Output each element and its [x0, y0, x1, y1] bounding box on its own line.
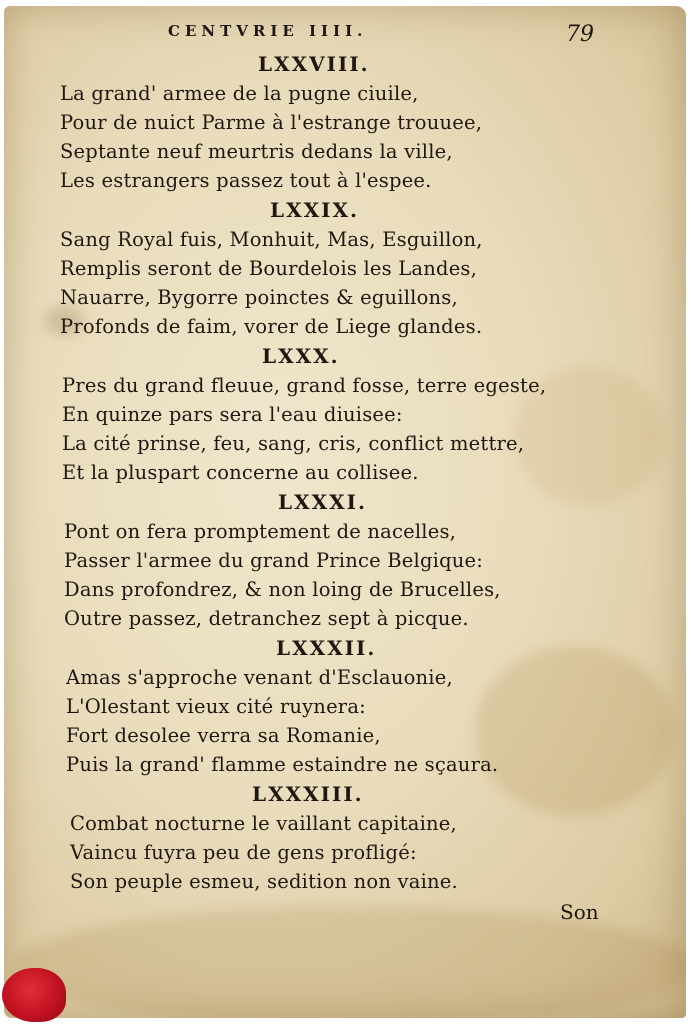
quatrain-number: LXXX. [262, 344, 340, 368]
verse-line: Sang Royal fuis, Monhuit, Mas, Esguillon, [60, 228, 483, 251]
verse-line: Combat nocturne le vaillant capitaine, [70, 812, 457, 835]
verse-line: Amas s'approche venant d'Esclauonie, [66, 666, 453, 689]
verse-line: Septante neuf meurtris dedans la ville, [60, 140, 453, 163]
verse-line: Pour de nuict Parme à l'estrange trouuee, [60, 111, 483, 134]
verse-line: Puis la grand' flamme estaindre ne sçaura. [66, 753, 499, 776]
verse-line: L'Olestant vieux cité ruynera: [66, 695, 366, 718]
quatrain-number: LXXIX. [270, 198, 359, 222]
verse-line: La cité prinse, feu, sang, cris, conflict mettre, [62, 432, 525, 455]
page-number: 79 [566, 22, 594, 47]
catchword: Son [560, 900, 599, 924]
verse-line: Fort desolee verra sa Romanie, [66, 724, 381, 747]
verse-line: Nauarre, Bygorre poinctes & eguillons, [60, 286, 458, 309]
verse-line: Les estrangers passez tout à l'espee. [60, 169, 432, 192]
verse-line: Remplis seront de Bourdelois les Landes, [60, 257, 478, 280]
water-stain [474, 646, 674, 816]
running-head: CENTVRIE IIII. [168, 22, 368, 40]
quatrain-number: LXXVIII. [258, 52, 370, 76]
verse-line: Et la pluspart concerne au collisee. [62, 461, 419, 484]
verse-line: Outre passez, detranchez sept à picque. [64, 607, 469, 630]
quatrain-number: LXXXIII. [252, 782, 364, 806]
red-wax-seal [2, 968, 66, 1022]
verse-line: Pont on fera promptement de nacelles, [64, 520, 457, 543]
quatrain-number: LXXXII. [276, 636, 377, 660]
verse-line: Vaincu fuyra peu de gens profligé: [70, 841, 417, 864]
quatrain-number: LXXXI. [278, 490, 367, 514]
verse-line: Pres du grand fleuue, grand fosse, terre egeste, [62, 374, 547, 397]
verse-line: En quinze pars sera l'eau diuisee: [62, 403, 403, 426]
verse-line: Dans profondrez, & non loing de Brucelles, [64, 578, 501, 601]
verse-line: Profonds de faim, vorer de Liege glandes. [60, 315, 483, 338]
verse-line: Passer l'armee du grand Prince Belgique: [64, 549, 484, 572]
verse-line: Son peuple esmeu, sedition non vaine. [70, 870, 458, 893]
verse-line: La grand' armee de la pugne ciuile, [60, 82, 419, 105]
